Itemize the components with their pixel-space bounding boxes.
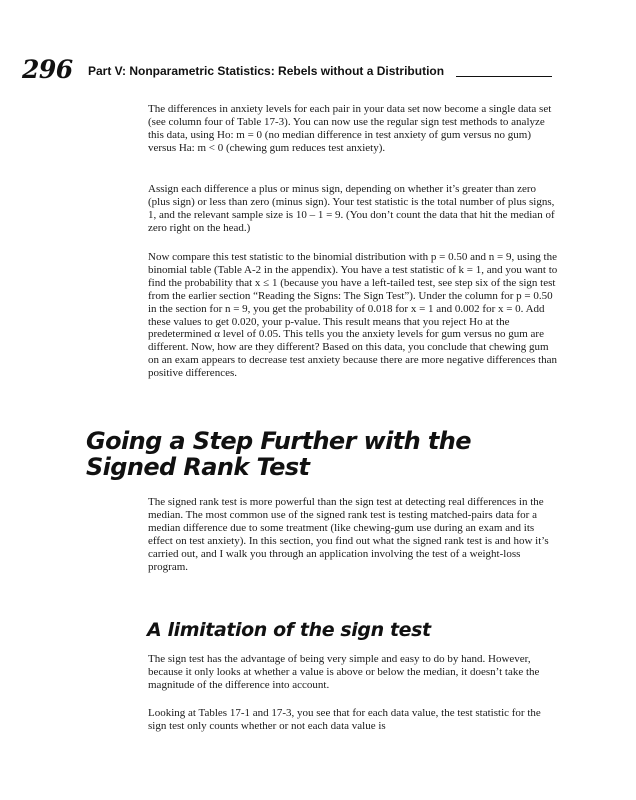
- paragraph-signed-rank-intro: The signed rank test is more powerful than the sign test at detecting real differences in the median. The most common use of the signed rank test is testing matched-pairs data for a median difference due to some treatment (like chewing-gum use during an exam and its effect on test anxiety). In this section, you find out what the signed rank test is and how it’s carried out, and I walk you through an application involving the test of a weight-loss program.: [148, 496, 549, 573]
- subsection-heading: A limitation of the sign test: [147, 619, 431, 641]
- paragraph-looking-at-tables: Looking at Tables 17-1 and 17-3, you see that for each data value, the test statistic for the sign test only counts whether or not each data value is: [148, 707, 541, 732]
- paragraph-sign-test-advantage: The sign test has the advantage of being very simple and easy to do by hand. However, because it only looks at whether a value is above or below the median, it doesn’t take the magnitude of the difference into account.: [148, 653, 540, 691]
- header-rule: [456, 76, 552, 77]
- section-heading: Going a Step Further with the Signed Rank Test: [86, 427, 471, 481]
- paragraph-differences: The differences in anxiety levels for each pair in your data set now become a single data set (see column four of Table 17-3). You can now use the regular sign test methods to analyze this data, using Ho: m = 0 (no median difference in test anxiety of gum versus no gum) versus Ha: m < 0 (chewing gum reduces test anxiety).: [148, 103, 552, 154]
- page-number: 296: [22, 55, 73, 84]
- running-head: Part V: Nonparametric Statistics: Rebels without a Distribution: [88, 64, 445, 78]
- paragraph-binomial-comparison: Now compare this test statistic to the binomial distribution with p = 0.50 and n = 9, using the binomial table (Table A-2 in the appendix). You have a test statistic of k = 1, and you want to find the probability that x ≤ 1 (because you have a left-tailed test, see step six of the sign test from the earlier section “Reading the Signs: The Sign Test”). Under the column for p = 0.50 in the section for n = 9, you get the probability of 0.018 for x = 1 and 0.002 for x = 0. Add these values to get 0.020, your p-value. This result means that you reject Ho at the predetermined α level of 0.05. This tells you the anxiety levels for gum versus no gum are different. Now, how are they different? Based on this data, you conclude that chewing gum on an exam appears to decrease test anxiety because there are more negative differences than positive differences.: [148, 251, 558, 380]
- page-header: [22, 56, 562, 86]
- paragraph-assign-signs: Assign each difference a plus or minus sign, depending on whether it’s greater than zero (plus sign) or less than zero (minus sign). Your test statistic is the total number of plus signs, 1, and the relevant sample size is 10 – 1 = 9. (You don’t count the data that hit the median of zero right on the head.): [148, 183, 555, 234]
